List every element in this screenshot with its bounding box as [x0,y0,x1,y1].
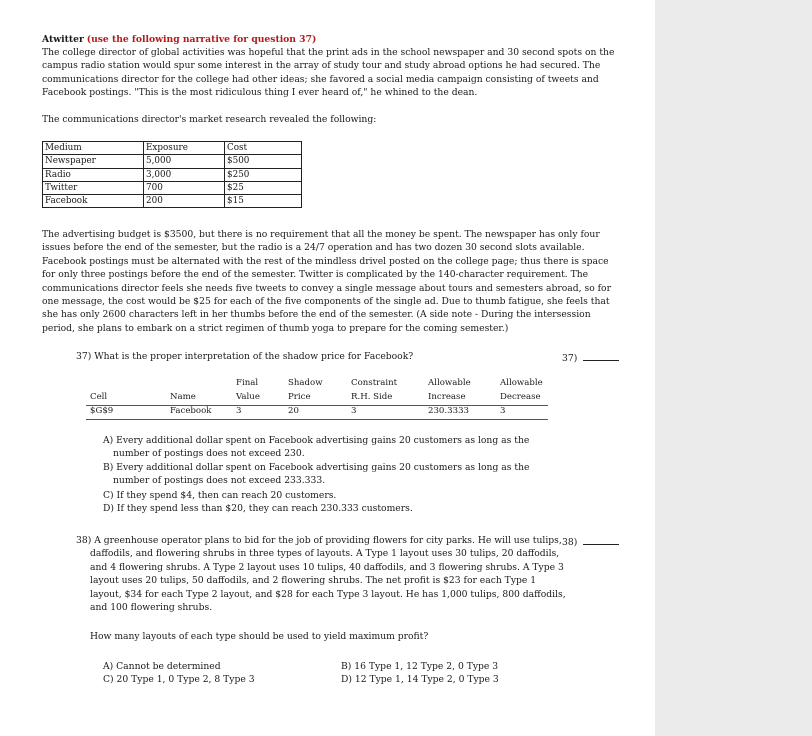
table-cell: Facebook [43,195,144,208]
question-38-prompt: How many layouts of each type should be used to yield maximum profit? [90,631,429,642]
table-header-cell: Medium [43,142,144,155]
table-cell: 3,000 [144,168,225,181]
question-37-answer-slot [562,350,619,365]
table-cell: Newspaper [43,155,144,168]
sens-header-increase: Increase [428,392,466,402]
table-row [43,168,302,181]
table-cell: 5,000 [144,155,225,168]
sens-header-shadow: Shadow [288,378,323,388]
sens-header-decrease: Decrease [500,392,541,402]
table-cell: 200 [144,195,225,208]
narrative-title: Atwitter [42,34,84,45]
table-row [43,195,302,208]
media-table [42,141,302,208]
sens-cell-ref: $G$9 [90,406,114,416]
sens-header-cell: Cell [90,392,108,402]
question-37-text: 37) What is the proper interpretation of the shadow price for Facebook? [76,351,414,362]
sens-cell-rhs: 3 [351,406,357,416]
table-cell: $500 [225,155,302,168]
sens-cell-decrease: 3 [500,406,506,416]
table-header-cell: Cost [225,142,302,155]
question-38-text: 38) A greenhouse operator plans to bid for the job of providing flowers for city parks. He will use tulips, daffodils, and flowering shrubs in three types of layouts. A Type 1 layout uses 30 tulips, 20 daffodils, and 4 flowering shrubs. A Type 2 layout uses 10 tulips, 40 daffodils, and 3 flowering shrubs. A Type 3 layout uses 20 tulips, 50 daffodils, and 2 flowering shrubs. The net profit is $23 for each Type 1 layout, $34 for each Type 2 layout, and $28 for each Type 3 layout. He has 1,000 tulips, 800 daffodils, and 100 flowering shrubs. [76,535,566,614]
narrative-note: (use the following narrative for question 37) [86,34,317,45]
table-cell: $15 [225,195,302,208]
question-38-number: 38) [562,537,578,548]
sens-header-name: Name [170,392,196,402]
q38-option-d[interactable]: D) 12 Type 1, 14 Type 2, 0 Type 3 [341,674,499,685]
table-cell: 700 [144,181,225,194]
q37-option-d[interactable]: D) If they spend less than $20, they can reach 230.333 customers. [103,503,413,514]
table-cell: $250 [225,168,302,181]
sens-header-allowable-dec: Allowable [500,378,543,388]
sens-cell-increase: 230.3333 [428,406,470,416]
budget-paragraph: The advertising budget is $3500, but there is no requirement that all the money be spent. The newspaper has only four issues before the end of the semester, but the radio is a 24/7 operation and has two dozen 30 second slots available. Facebook postings must be alternated with the rest of the mindless drivel posted on the college page; thus there is space for only three postings before the end of the semester. Twitter is complicated by the 140-character requirement. The communications director feels she needs five tweets to convey a single message about tours and semesters abroad, so for one message, the cost would be $25 for each of the five components of the single ad. Due to thumb fatigue, she feels that she has only 2600 characters left in her thumbs before the end of the semester. (A side note - During the intersession period, she plans to embark on a strict regimen of thumb yoga to prepare for the coming semester.) [42,229,611,334]
sens-header-rhs: R.H. Side [351,392,393,402]
answer-blank-38[interactable] [583,534,619,545]
sens-cell-name: Facebook [170,406,212,416]
sens-header-value: Value [236,392,260,402]
sens-header-allowable-inc: Allowable [428,378,471,388]
table-row [43,181,302,194]
q38-option-a[interactable]: A) Cannot be determined [103,661,221,672]
question-38-answer-slot [562,534,619,549]
sens-cell-final-value: 3 [236,406,242,416]
question-37-number: 37) [562,353,578,364]
table-header-row [43,142,302,155]
research-line: The communications director's market research revealed the following: [42,114,377,125]
q37-option-c[interactable]: C) If they spend $4, then can reach 20 customers. [103,490,337,501]
table-header-cell: Exposure [144,142,225,155]
table-cell: $25 [225,181,302,194]
narrative-header [42,33,607,46]
answer-blank-37[interactable] [583,350,619,361]
table-cell: Twitter [43,181,144,194]
intro-paragraph: The college director of global activities was hopeful that the print ads in the school newspaper and 30 second spots on the campus radio station would spur some interest in the array of study tour and study abroad options he had secured. The communications director for the college had other ideas; she favored a social media campaign consisting of tweets and Facebook postings. "This is the most ridiculous thing I ever heard of," he whined to the dean. [42,47,615,99]
q37-option-b[interactable]: B) Every additional dollar spent on Facebook advertising gains 20 customers as long as the number of postings does not exceed 233.333. [103,462,530,487]
q38-option-b[interactable]: B) 16 Type 1, 12 Type 2, 0 Type 3 [341,661,499,672]
q37-option-a[interactable]: A) Every additional dollar spent on Facebook advertising gains 20 customers as long as the number of postings does not exceed 230. [103,435,530,460]
table-row [43,155,302,168]
sens-cell-shadow-price: 20 [288,406,299,416]
sens-header-final: Final [236,378,259,388]
sens-divider-top [86,405,548,406]
sens-header-constraint: Constraint [351,378,398,388]
sens-header-price: Price [288,392,311,402]
sens-divider-bottom [86,419,548,420]
table-cell: Radio [43,168,144,181]
q38-option-c[interactable]: C) 20 Type 1, 0 Type 2, 8 Type 3 [103,674,255,685]
